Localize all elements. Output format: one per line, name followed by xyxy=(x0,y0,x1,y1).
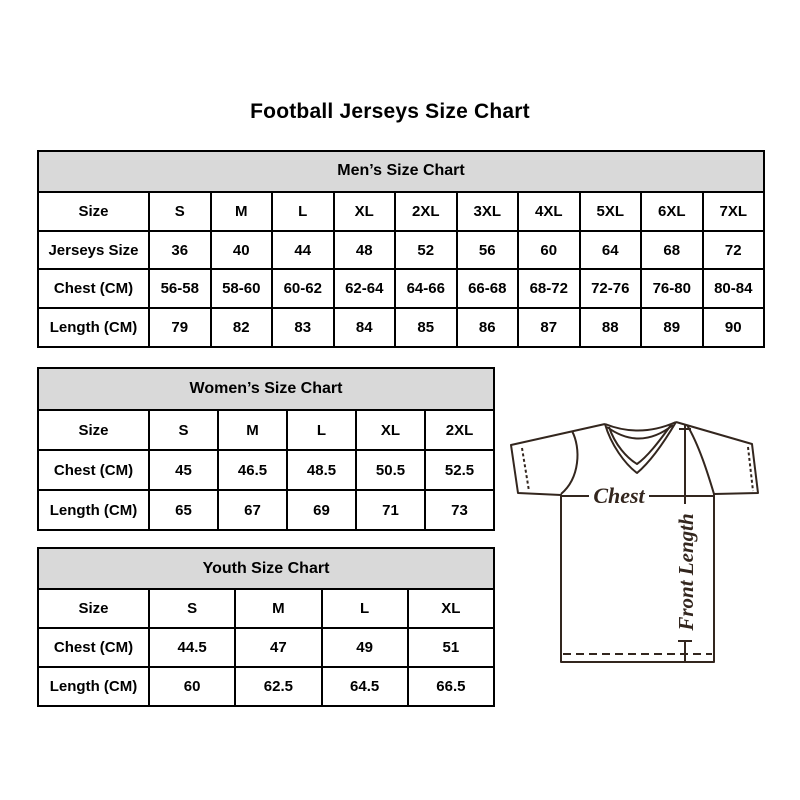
size-column-header: 5XL xyxy=(580,192,642,231)
size-column-header: L xyxy=(287,410,356,450)
size-column-header: 6XL xyxy=(641,192,703,231)
youth-size-table xyxy=(37,547,495,707)
row-label: Length (CM) xyxy=(38,308,149,347)
size-column-header: XL xyxy=(334,192,396,231)
left-armhole-seam xyxy=(561,431,577,494)
data-cell: 64 xyxy=(580,231,642,270)
data-cell: 36 xyxy=(149,231,211,270)
data-cell: 68-72 xyxy=(518,269,580,308)
size-header-label: Size xyxy=(38,589,149,628)
table-title: Women’s Size Chart xyxy=(38,368,494,410)
data-cell: 69 xyxy=(287,490,356,530)
size-column-header: 2XL xyxy=(395,192,457,231)
right-armhole-seam xyxy=(687,425,714,494)
data-cell: 89 xyxy=(641,308,703,347)
data-cell: 87 xyxy=(518,308,580,347)
data-cell: 47 xyxy=(235,628,321,667)
data-cell: 44 xyxy=(272,231,334,270)
data-cell: 71 xyxy=(356,490,425,530)
mens-size-table xyxy=(37,150,765,348)
data-cell: 62-64 xyxy=(334,269,396,308)
data-cell: 80-84 xyxy=(703,269,765,308)
table-row xyxy=(38,231,764,270)
table-row xyxy=(38,450,494,490)
chest-label: Chest xyxy=(593,483,645,508)
left-cuff-dashed-line xyxy=(522,448,529,491)
row-label: Length (CM) xyxy=(38,667,149,706)
size-column-header: 3XL xyxy=(457,192,519,231)
row-label: Jerseys Size xyxy=(38,231,149,270)
data-cell: 76-80 xyxy=(641,269,703,308)
table-row xyxy=(38,490,494,530)
table-row xyxy=(38,308,764,347)
data-cell: 52.5 xyxy=(425,450,494,490)
data-cell: 58-60 xyxy=(211,269,273,308)
table-title: Men’s Size Chart xyxy=(38,151,764,192)
size-column-header: M xyxy=(211,192,273,231)
data-cell: 68 xyxy=(641,231,703,270)
data-cell: 83 xyxy=(272,308,334,347)
size-column-header: L xyxy=(272,192,334,231)
data-cell: 86 xyxy=(457,308,519,347)
data-cell: 62.5 xyxy=(235,667,321,706)
front-length-label: Front Length xyxy=(674,513,698,631)
size-header-label: Size xyxy=(38,192,149,231)
data-cell: 56 xyxy=(457,231,519,270)
row-label: Length (CM) xyxy=(38,490,149,530)
data-cell: 60 xyxy=(518,231,580,270)
table-row xyxy=(38,628,494,667)
size-column-header: M xyxy=(218,410,287,450)
data-cell: 82 xyxy=(211,308,273,347)
data-cell: 60 xyxy=(149,667,235,706)
data-cell: 44.5 xyxy=(149,628,235,667)
table-row xyxy=(38,667,494,706)
data-cell: 46.5 xyxy=(218,450,287,490)
data-cell: 90 xyxy=(703,308,765,347)
data-cell: 73 xyxy=(425,490,494,530)
data-cell: 56-58 xyxy=(149,269,211,308)
data-cell: 66.5 xyxy=(408,667,494,706)
table-row xyxy=(38,269,764,308)
data-cell: 85 xyxy=(395,308,457,347)
size-column-header: XL xyxy=(408,589,494,628)
data-cell: 88 xyxy=(580,308,642,347)
data-cell: 64-66 xyxy=(395,269,457,308)
size-column-header: S xyxy=(149,589,235,628)
data-cell: 52 xyxy=(395,231,457,270)
row-label: Chest (CM) xyxy=(38,269,149,308)
data-cell: 48 xyxy=(334,231,396,270)
size-column-header: M xyxy=(235,589,321,628)
data-cell: 48.5 xyxy=(287,450,356,490)
page-title: Football Jerseys Size Chart xyxy=(250,100,530,123)
size-column-header: 2XL xyxy=(425,410,494,450)
data-cell: 50.5 xyxy=(356,450,425,490)
size-column-header: L xyxy=(322,589,408,628)
size-column-header: 4XL xyxy=(518,192,580,231)
size-column-header: 7XL xyxy=(703,192,765,231)
data-cell: 79 xyxy=(149,308,211,347)
jersey-outline xyxy=(511,422,758,662)
womens-size-table xyxy=(37,367,495,531)
data-cell: 49 xyxy=(322,628,408,667)
data-cell: 84 xyxy=(334,308,396,347)
size-column-header: XL xyxy=(356,410,425,450)
data-cell: 64.5 xyxy=(322,667,408,706)
data-cell: 67 xyxy=(218,490,287,530)
jersey-measurement-diagram xyxy=(505,400,775,670)
size-column-header: S xyxy=(149,410,218,450)
size-column-header: S xyxy=(149,192,211,231)
data-cell: 72-76 xyxy=(580,269,642,308)
data-cell: 45 xyxy=(149,450,218,490)
data-cell: 51 xyxy=(408,628,494,667)
data-cell: 72 xyxy=(703,231,765,270)
row-label: Chest (CM) xyxy=(38,628,149,667)
size-header-label: Size xyxy=(38,410,149,450)
table-title: Youth Size Chart xyxy=(38,548,494,589)
data-cell: 66-68 xyxy=(457,269,519,308)
row-label: Chest (CM) xyxy=(38,450,149,490)
data-cell: 40 xyxy=(211,231,273,270)
data-cell: 65 xyxy=(149,490,218,530)
data-cell: 60-62 xyxy=(272,269,334,308)
